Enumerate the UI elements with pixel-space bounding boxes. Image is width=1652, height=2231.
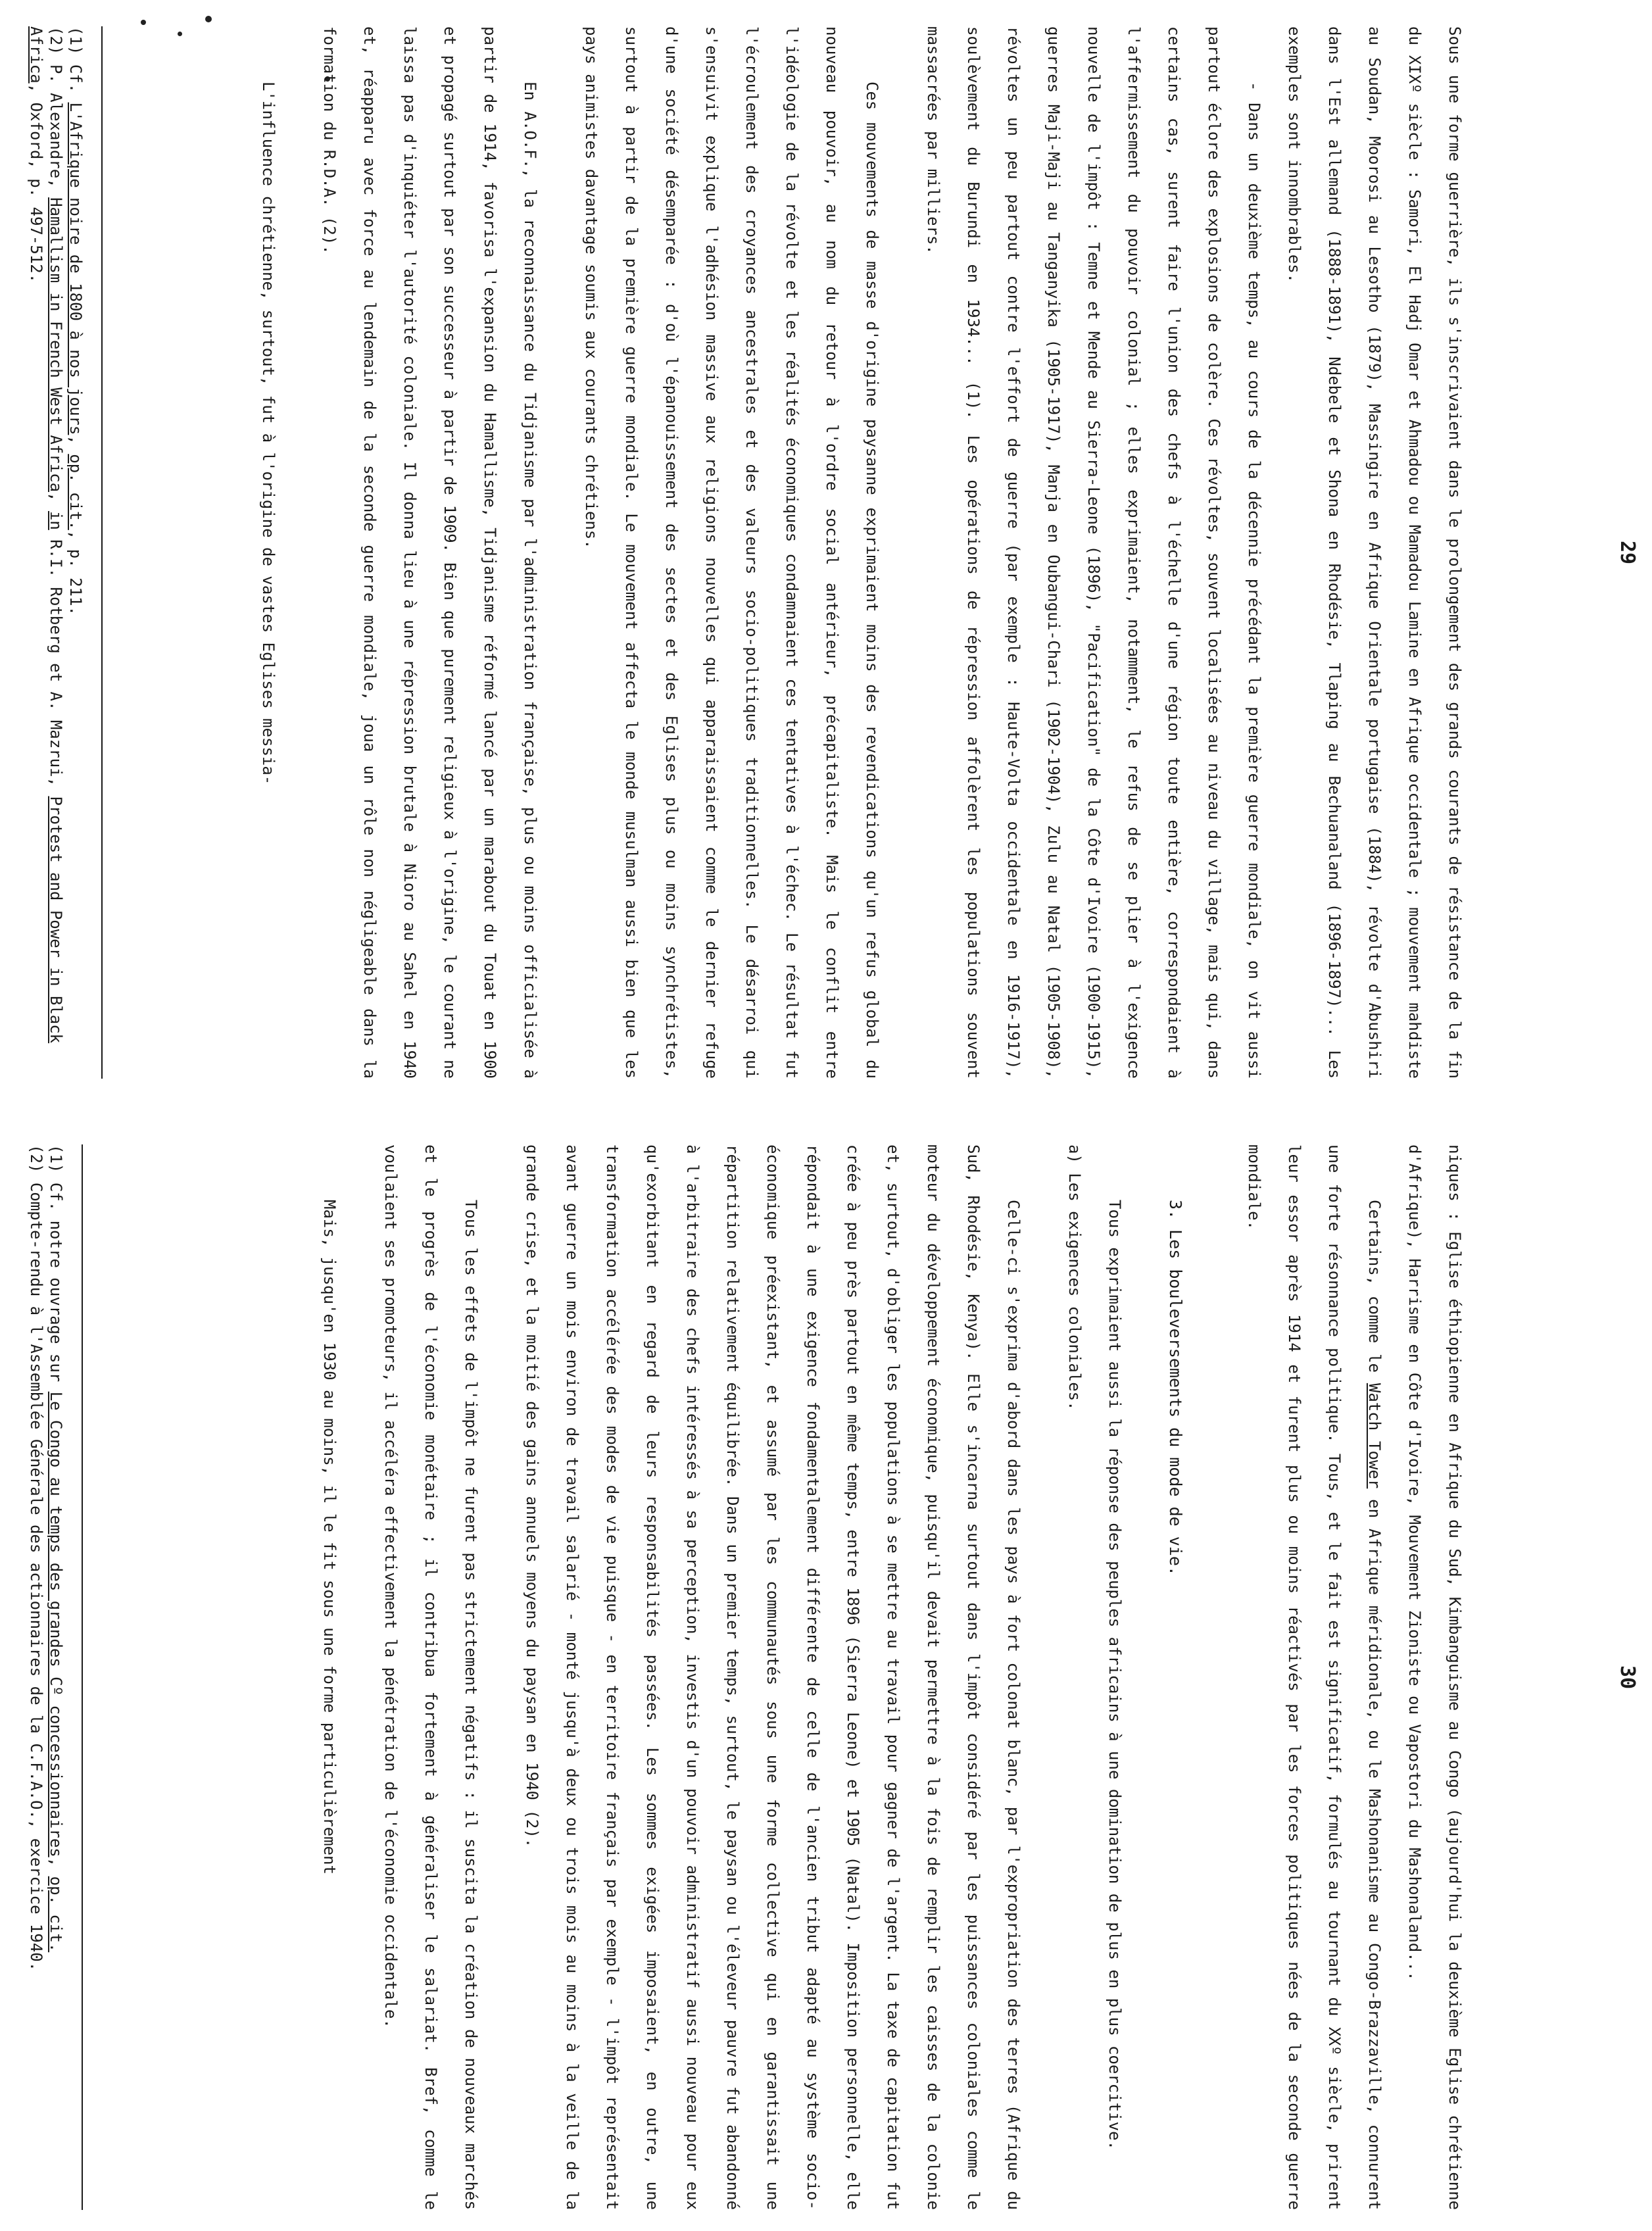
paragraph: Certains, comme le Watch Tower en Afrique méridionale, ou le Mashonanisme au Congo-Brazzaville, connurent une forte résonnance politique. Tous, et le fait est significatif, formulés au tournant du XXº siècle, prirent leur essor après 1914 et furent plus ou moins réactivés par les forces politiques nées de la seconde guerre mondiale. xyxy=(1245,1144,1384,2210)
watch-tower-term: Watch Tower xyxy=(1365,1383,1384,1489)
footnote: (2) Compte-rendu à l'Assemblée Générale des actionnaires de la C.F.A.O., exercice 1940. xyxy=(27,1144,45,1972)
paragraph: En A.O.F., la reconnaissance du Tidjanisme par l'administration française, plus ou moins officialisée à partir de 1914, favorisa l'expansion du Hamallisme, Tidjanisme réformé lancé par un marabout du Touat en 1900 et propagé surtout par son successeur à partir de 1909. Bien que purement religieux à l'origine, le courant ne laissa pas d'inquiéter l'autorité coloniale. Il donna lieu à une répression brutale à Nioro au Sahel en 1940 et, réapparu avec force au lendemain de la seconde guerre mondiale, joua un rôle non négligeable dans la formation du R.D.A. (2). xyxy=(320,26,539,1079)
paragraph: Ces mouvements de masse d'origine paysanne exprimaient moins des revendications qu'un refus global du nouveau pouvoir, au nom du retour à l'ordre social antérieur, précapitaliste. Mais le conflit entre l'idéologie de la révolte et les réalités économiques condamnaient ces tentatives à l'échec. Le résultat fut l'écroulement des croyances ancestrales et des valeurs socio-politiques traditionnelles. Le désarroi qui s'ensuivit explique l'adhésion massive aux religions nouvelles qui apparaissaient comme le dernier refuge d'une société désemparée : d'où l'épanouissement des sectes et des Eglises plus ou moins synchrétistes, surtout à partir de la première guerre mondiale. Le mouvement affecta le monde musulman aussi bien que les pays animistes davantage soumis aux courants chrétiens. xyxy=(582,26,881,1079)
paragraph: Celle-ci s'exprima d'abord dans les pays à fort colonat blanc, par l'expropriation des terres (Afrique du Sud, Rhodésie, Kenya). Elle s'incarna surtout dans l'impôt considéré par les puissances coloniales comme le moteur du développement économique, puisqu'il devait permettre à la fois de remplir les caisses de la colonie et, surtout, d'obliger les populations à se mettre au travail pour gagner de l'argent. La taxe de capitation fut créée à peu près partout en même temps, entre 1896 (Sierra Leone) et 1905 (Natal). Imposition personnelle, elle répondait à une exigence fondamentalement différente de celle de l'ancien tribut adapté au système socio-économique préexistant, et assumé par les communautés sous une forme collective qui en garantissait une répartition relativement équilibrée. Dans un premier temps, surtout, le paysan ou l'éleveur pauvre fut abandonné à l'arbitraire des chefs intéressés à sa perception, investis d'un pouvoir administratif aussi nouveau pour eux qu'exorbitant en regard de leurs responsabilités passées. Les sommes exigées imposaient, en outre, une transformation accélérée des modes de vie puisque - en territoire français par exemple - l'impôt représentait avant guerre un mois environ de travail salarié - monté jusqu'à deux ou trois mois au moins à la veille de la grande crise, et la moitié des gains annuels moyens du paysan en 1940 (2). xyxy=(523,1144,1023,2210)
page-29 xyxy=(0,26,1652,1079)
page-body xyxy=(248,26,1474,1079)
page-body xyxy=(309,1144,1474,2210)
footnote: (1) Cf. L'Afrique noire de 1800 à nos jours, op. cit., p. 211. xyxy=(66,26,85,616)
footnote: (2) P. Alexandre, Hamallism in French West Africa, in R.I. Rotberg et A. Mazrui, Protest and Power in Black Africa, Oxford, p. 497-512. xyxy=(27,26,65,1044)
scan-speck xyxy=(141,20,146,25)
paragraph: Mais, jusqu'en 1930 au moins, il le fit sous une forme particulièrement xyxy=(320,1200,339,1875)
paragraph: - Dans un deuxième temps, au cours de la décennie précédant la première guerre mondiale, on vit aussi partout éclore des explosions de colère. Ces révoltes, souvent localisées au niveau du village, mais qui, dans certains cas, surent faire l'union des chefs à l'échelle d'une région toute entière, correspondaient à l'affermissement du pouvoir colonial ; elles exprimaient, notamment, le refus de se plier à l'exigence nouvelle de l'impôt : Temne et Mende au Sierra-Leone (1896), "Pacification" de la Côte d'Ivoire (1900-1915), guerres Maji-Maji au Tanganyika (1905-1917), Manja en Oubangui-Chari (1902-1904), Zulu au Natal (1905-1908), révoltes un peu partout contre l'effort de guerre (par exemple : Haute-Volta occidentale en 1916-1917), soulèvement du Burundi en 1934... (1). Les opérations de répression affolèrent les populations souvent massacrées par milliers. xyxy=(924,26,1263,1079)
footnotes xyxy=(26,1144,83,2210)
page-number: 30 xyxy=(1616,1665,1639,1690)
scan-speck xyxy=(205,16,212,22)
footnote: (1) Cf. notre ouvrage sur Le Congo au temps des grandes Cº concessionnaires, op. cit. xyxy=(47,1144,65,1953)
paragraph: L'influence chrétienne, surtout, fut à l'origine de vastes Eglises messia- xyxy=(259,82,278,785)
paragraph: Tous exprimaient aussi la réponse des peuples africains à une domination de plus en plus coercitive. xyxy=(1105,1200,1124,2150)
page-30 xyxy=(0,1144,1652,2210)
subheading: a) Les exigences coloniales. xyxy=(1065,1144,1084,1411)
paragraph: Sous une forme guerrière, ils s'inscrivaient dans le prolongement des grands courants de résistance de la fin du XIXº siècle : Samori, El Hadj Omar et Ahmadou ou Mamadou Lamine en Afrique occidentale ; mouvement mahdiste au Soudan, Moorosi au Lesotho (1879), Massingire en Afrique Orientale portugaise (1884), révolte d'Abushiri dans l'Est allemand (1888-1891), Ndebele et Shona en Rhodésie, Tlaping au Bechuanaland (1896-1897)... Les exemples sont innombrables. xyxy=(1285,26,1464,1079)
footnotes xyxy=(26,26,103,1079)
section-heading: 3. Les bouleversements du mode de vie. xyxy=(1166,1200,1185,1576)
paragraph: niques : Eglise éthiopienne en Afrique du Sud, Kimbanguisme au Congo (aujourd'hui la deuxième Eglise chrétienne d'Afrique), Harrisme en Côte d'Ivoire, Mouvement Zioniste ou Vapostori du Mashonaland... xyxy=(1405,1144,1464,2210)
paragraph: Tous les effets de l'impôt ne furent pas strictement négatifs : il suscita la création de nouveaux marchés et le progrès de l'économie monétaire ; il contribua fortement à généraliser le salariat. Bref, comme le voulaient ses promoteurs, il accéléra effectivement la pénétration de l'économie occidentale. xyxy=(381,1144,480,2210)
page-number: 29 xyxy=(1616,540,1639,565)
